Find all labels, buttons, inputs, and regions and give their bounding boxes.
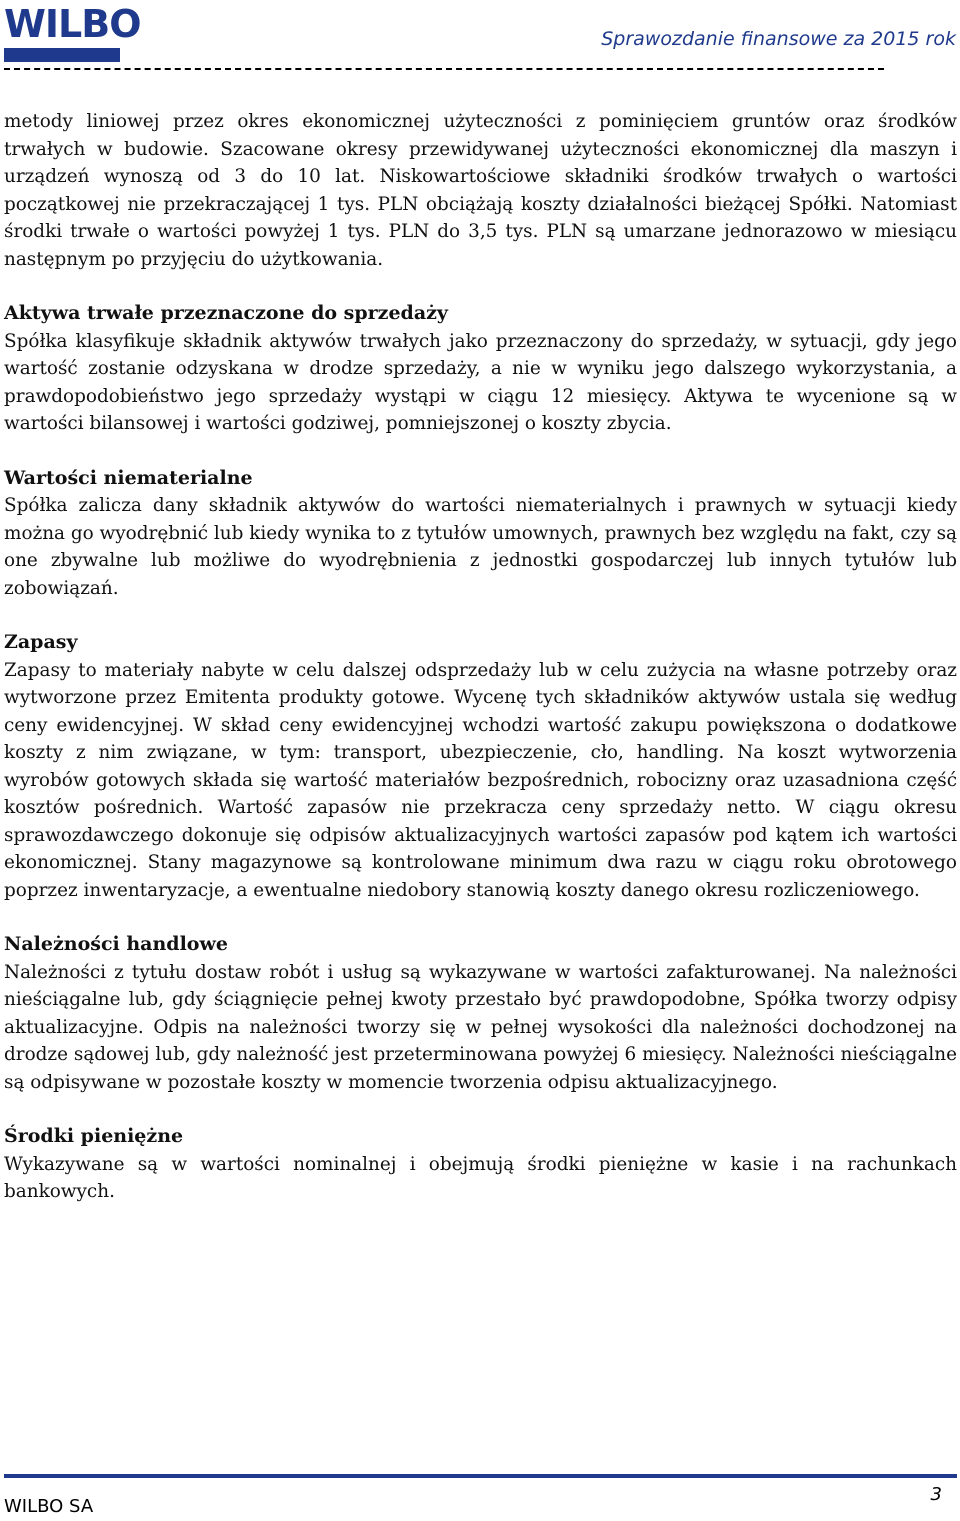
logo-text: WILBO	[4, 2, 141, 46]
section-title: Wartości niematerialne	[4, 466, 253, 489]
company-logo	[4, 2, 141, 62]
intro-paragraph: metody liniowej przez okres ekonomicznej użyteczności z pominięciem gruntów oraz środków trwałych w budowie. Szacowane okresy przewidywanej użyteczności ekonomicznej dla maszyn i urządzeń wynoszą od 3 do 10 lat. Niskowartościowe składniki środków trwałych o wartości początkowej nie przekraczającej 1 tys. PLN obciążają koszty działalności bieżącej Spółki. Natomiast środki trwałe o wartości powyżej 1 tys. PLN do 3,5 tys. PLN są umarzane jednorazowo w miesiącu następnym po przyjęciu do użytkowania.	[4, 111, 957, 270]
section-title: Środki pieniężne	[4, 1125, 184, 1147]
section-title: Aktywa trwałe przeznaczone do sprzedaży	[4, 302, 448, 324]
section-text: Zapasy to materiały nabyte w celu dalszej odsprzedaży lub w celu zużycia na własne potrzeby oraz wytworzone przez Emitenta produkty gotowe. Wycenę tych składników aktywów ustala się według ceny ewidencyjnej. W skład ceny ewidencyjnej wchodzi wartość zakupu powiększona o dodatkowe koszty z nim związane, w tym: transport, ubezpieczenie, cło, handling. Na koszt wytworzenia wyrobów gotowych składa się wartość materiałów bezpośrednich, robocizny oraz uzasadniona część kosztów pośrednich. Wartość zapasów nie przekracza ceny sprzedaży netto. W ciągu okresu sprawozdawczego dokonuje się odpisów aktualizacyjnych wartości zapasów pod kątem ich wartości ekonomicznej. Stany magazynowe są kontrolowane minimum dwa razu w ciągu roku obrotowego poprzez inwentaryzacje, a ewentualne niedobory stanowią koszty danego okresu rozliczeniowego.	[4, 659, 957, 901]
section-inventory	[4, 629, 957, 904]
report-title: Sprawozdanie finansowe za 2015 rok	[601, 28, 956, 50]
page-header	[0, 0, 960, 80]
section-text: Należności z tytułu dostaw robót i usług są wykazywane w wartości zafakturowanej. Na należności nieściągalne lub, gdy ściągnięcie pełnej kwoty przestało być prawdopodobne, Spółka tworzy odpisy aktualizacyjne. Odpis na należności tworzy się w pełnej wysokości dla należności dochodzonej na drodze sądowej lub, gdy należność jest przeterminowana powyżej 6 miesięcy. Należności nieściągalne są odpisywane w pozostałe koszty w momencie tworzenia odpisu aktualizacyjnego.	[4, 961, 957, 1093]
logo-underline-bar	[4, 48, 120, 62]
section-text: Spółka zalicza dany składnik aktywów do wartości niematerialnych i prawnych w sytuacji kiedy można go wyodrębnić lub kiedy wynika to z tytułów umownych, prawnych bez względu na fakt, czy są one zbywalne lub możliwe do wyodrębnienia z jednostki gospodarczej lub innych tytułów lub zobowiązań.	[4, 495, 957, 599]
section-intangible-assets	[4, 465, 957, 603]
footer-company-name: WILBO SA	[4, 1496, 94, 1517]
section-text: Wykazywane są w wartości nominalnej i obejmują środki pieniężne w kasie i na rachunkach bankowych.	[4, 1153, 957, 1202]
section-text: Spółka klasyfikuje składnik aktywów trwałych jako przeznaczony do sprzedaży, w sytuacji, gdy jego wartość zostanie odzyskana w drodze sprzedaży, a nie w wyniku jego dalszego wykorzystania, a prawdopodobieństwo jego sprzedaży wystąpi w ciągu 12 miesięcy. Aktywa te wycenione są w wartości bilansowej i wartości godziwej, pomniejszonej o koszty zbycia.	[4, 330, 957, 434]
section-trade-receivables	[4, 931, 957, 1096]
section-title: Należności handlowe	[4, 933, 228, 955]
section-assets-for-sale	[4, 300, 957, 438]
document-body	[4, 108, 957, 1206]
footer-divider	[4, 1474, 957, 1478]
section-title: Zapasy	[4, 631, 78, 653]
header-dashed-divider	[4, 68, 884, 70]
section-cash	[4, 1123, 957, 1206]
page-number: 3	[930, 1484, 942, 1505]
